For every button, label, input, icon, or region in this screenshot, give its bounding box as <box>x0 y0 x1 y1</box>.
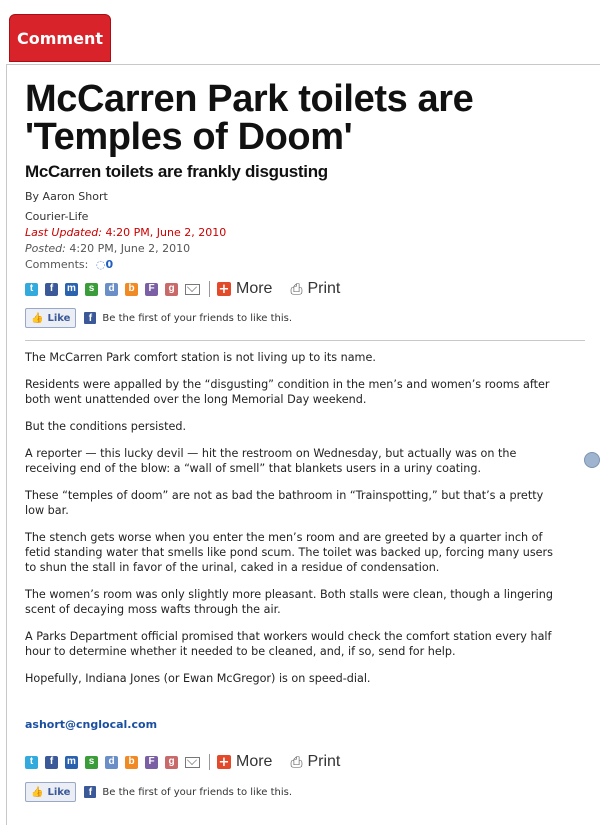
myspace-icon[interactable]: m <box>65 283 78 296</box>
share-divider <box>209 281 210 297</box>
like-social-text: Be the first of your friends to like this. <box>102 312 293 324</box>
stumbleupon-icon[interactable]: s <box>85 283 98 296</box>
fark-icon[interactable]: F <box>145 756 158 769</box>
article-paragraph: But the conditions persisted. <box>25 420 187 433</box>
article-body <box>25 350 565 698</box>
comment-bubble-icon: ◌ <box>95 258 106 271</box>
comments-line <box>25 258 113 271</box>
article-paragraph: The McCarren Park comfort station is not living up to its name. <box>25 351 376 364</box>
article-paragraph: The women’s room was only slightly more pleasant. Both stalls were clean, though a lingering scent of decaying moss wafts through the air. <box>25 588 553 616</box>
fark-icon[interactable]: F <box>145 283 158 296</box>
facebook-small-icon: f <box>84 786 96 798</box>
blogger-icon[interactable]: b <box>125 283 138 296</box>
like-button-label: Like <box>47 786 71 798</box>
last-updated <box>25 226 226 239</box>
article-paragraph: A reporter — this lucky devil — hit the restroom on Wednesday, but actually was on the receiving end of the blow: a “wall of smell” that blankets users in a uriny coating. <box>25 447 517 475</box>
article-paragraph: A Parks Department official promised that workers would check the comfort station every half hour to determine whether it needed to be cleaned, and, if so, send for help. <box>25 630 552 658</box>
share-divider <box>209 754 210 770</box>
posted-label: Posted: <box>25 242 66 255</box>
posted <box>25 242 190 255</box>
comments-count[interactable]: 0 <box>105 258 114 271</box>
comment-tab-label: Comment <box>17 28 103 48</box>
printer-icon: ⎙ <box>290 280 303 298</box>
like-button[interactable] <box>25 308 76 328</box>
like-row-top <box>25 307 292 329</box>
comments-label: Comments: <box>25 258 89 271</box>
plus-icon: + <box>218 281 230 297</box>
more-button[interactable]: More <box>236 280 273 297</box>
like-social-text: Be the first of your friends to like this. <box>102 786 293 798</box>
print-button[interactable]: Print <box>307 280 341 297</box>
twitter-icon[interactable]: t <box>25 756 38 769</box>
facebook-icon[interactable]: f <box>45 756 58 769</box>
author-email-link[interactable]: ashort@cnglocal.com <box>25 718 158 731</box>
separator <box>25 340 585 341</box>
facebook-icon[interactable]: f <box>45 283 58 296</box>
thumbs-up-icon: 👍 <box>31 312 44 324</box>
like-row-bottom <box>25 781 292 803</box>
facebook-small-icon: f <box>84 312 96 324</box>
article-headline: McCarren Park toilets are 'Temples of Doom' <box>25 78 474 158</box>
share-bar-top <box>25 277 358 301</box>
article-paragraph: Hopefully, Indiana Jones (or Ewan McGregor) is on speed-dial. <box>25 672 371 685</box>
comment-tab[interactable] <box>9 14 111 62</box>
thumbs-up-icon: 👍 <box>31 786 44 798</box>
share-bar-bottom <box>25 750 358 774</box>
print-button[interactable]: Print <box>307 753 341 770</box>
last-updated-value: 4:20 PM, June 2, 2010 <box>105 226 227 239</box>
source: Courier-Life <box>25 210 89 223</box>
delicious-icon[interactable]: d <box>105 756 118 769</box>
like-button[interactable] <box>25 782 76 802</box>
like-button-label: Like <box>47 312 71 324</box>
plus-icon: + <box>218 754 230 770</box>
article-subhead: McCarren toilets are frankly disgusting <box>25 162 328 181</box>
article-paragraph: The stench gets worse when you enter the men’s room and are greeted by a quarter inch of fetid standing water that smells like pond scum. The toilet was backed up, forcing many users to shun the stall in favor of the urinal, caked in a residue of condensation. <box>25 531 553 574</box>
delicious-icon[interactable]: d <box>105 283 118 296</box>
digg-icon[interactable]: g <box>165 756 178 769</box>
email-icon[interactable] <box>185 757 200 768</box>
posted-value: 4:20 PM, June 2, 2010 <box>69 242 191 255</box>
article-paragraph: Residents were appalled by the “disgusting” condition in the men’s and women’s rooms after both went unattended over the long Memorial Day weekend. <box>25 378 550 406</box>
floating-widget-icon[interactable] <box>584 452 600 468</box>
email-icon[interactable] <box>185 284 200 295</box>
digg-icon[interactable]: g <box>165 283 178 296</box>
twitter-icon[interactable]: t <box>25 283 38 296</box>
blogger-icon[interactable]: b <box>125 756 138 769</box>
byline: By Aaron Short <box>25 190 108 203</box>
stumbleupon-icon[interactable]: s <box>85 756 98 769</box>
more-button[interactable]: More <box>236 753 273 770</box>
myspace-icon[interactable]: m <box>65 756 78 769</box>
printer-icon: ⎙ <box>290 753 303 771</box>
last-updated-label: Last Updated: <box>25 226 102 239</box>
article-paragraph: These “temples of doom” are not as bad the bathroom in “Trainspotting,” but that’s a pretty low bar. <box>25 489 544 517</box>
